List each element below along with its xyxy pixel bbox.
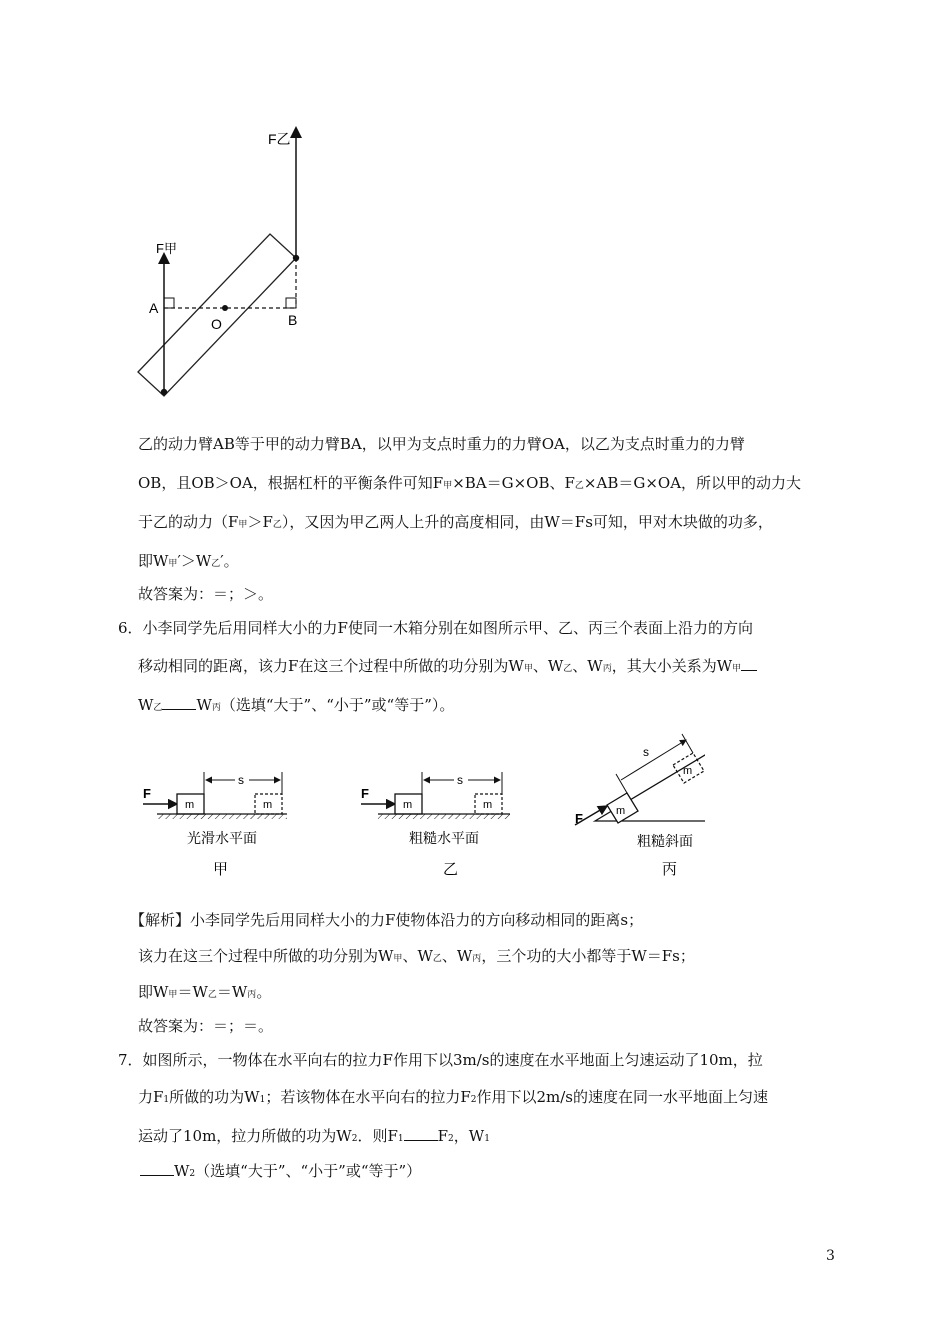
solution5-answer <box>138 584 273 604</box>
question7-line1 <box>118 1050 763 1070</box>
solution6-line3 <box>138 982 271 1005</box>
q7l3c: F <box>437 1127 449 1145</box>
question7-line3 <box>138 1125 490 1149</box>
s6l3-end: 。 <box>256 983 272 1001</box>
q6l3c: （选填“大于”、“小于”或“等于”）。 <box>220 696 455 714</box>
s5l4s1: 甲 <box>168 559 178 569</box>
q6-sep1: 、W <box>532 657 564 675</box>
q7l2d: 作用下以2m/s的速度在同一水平地面上匀速 <box>476 1088 768 1106</box>
s5l2s2: 乙 <box>574 481 584 491</box>
panel-jia <box>143 772 287 878</box>
right-angle-a <box>164 298 174 308</box>
s6-sub-bing: 丙 <box>472 954 482 964</box>
s5l4a: 即W <box>138 552 169 570</box>
s6-sub-yi: 乙 <box>432 954 442 964</box>
lever-figure <box>130 120 330 405</box>
answer-blank-1[interactable] <box>741 655 757 671</box>
distance-arrow-bing <box>621 740 686 780</box>
label-o: O <box>211 316 222 332</box>
s6l3-eq1: ＝W <box>177 983 208 1001</box>
s6-sub-jia: 甲 <box>393 954 403 964</box>
q7-sub1b: 1 <box>259 1095 266 1105</box>
q7-sub2: 2 <box>470 1095 477 1105</box>
q6-sub-bing-2: 丙 <box>211 703 221 713</box>
s6l3-sub-bing: 丙 <box>247 990 257 1000</box>
answer-blank-3[interactable] <box>404 1125 438 1141</box>
point-bottom <box>161 389 167 395</box>
point-top <box>293 255 299 261</box>
box-end-label-yi: m <box>483 799 493 811</box>
question7-line4 <box>140 1160 421 1184</box>
q7l3b: ．则F <box>357 1127 398 1145</box>
caption-jia: 甲 <box>213 861 229 878</box>
s5l4s2: 乙 <box>211 559 221 569</box>
s5l4c: ′。 <box>220 552 239 570</box>
solution5-line3 <box>138 512 773 535</box>
label-b: B <box>288 312 298 328</box>
q7l2a: 力F <box>138 1088 164 1106</box>
s6-answer-text: 故答案为：＝；＝。 <box>138 1017 274 1035</box>
q6l3a: W <box>138 696 154 714</box>
q7l3-sub1b: 1 <box>484 1134 490 1144</box>
question6-line3 <box>138 694 454 718</box>
q7-sub1: 1 <box>163 1095 170 1105</box>
s5l3c: ），又因为甲乙两人上升的高度相同，由W＝Fs可知，甲对木块做的功多， <box>281 513 773 531</box>
label-f-yi: F乙 <box>268 131 291 147</box>
distance-label-bing: s <box>643 745 649 759</box>
distance-label-jia: s <box>238 773 244 787</box>
q7l3-sub2: 2 <box>351 1134 358 1144</box>
q7l3-sub1: 1 <box>397 1134 404 1144</box>
q7l2b: 所做的功为W <box>169 1088 260 1106</box>
box-end-label-bing: m <box>683 765 693 777</box>
s6l3a: 即W <box>138 983 169 1001</box>
q6-sub-jia: 甲 <box>523 664 533 674</box>
answer-blank-2[interactable] <box>162 694 196 710</box>
q6-sub-bing: 丙 <box>602 664 612 674</box>
box-label-jia: m <box>185 799 195 811</box>
s6l2a: 该力在这三个过程中所做的功分别为W <box>138 947 394 965</box>
force-label-bing: F <box>575 811 583 826</box>
box-label-bing: m <box>616 805 626 817</box>
solution5-line4 <box>138 551 239 574</box>
tick-right-bing <box>682 734 693 753</box>
question6-line1 <box>118 618 753 638</box>
q6-sub-jia-2: 甲 <box>732 664 742 674</box>
q7l4b: （选填“大于”、“小于”或“等于”） <box>195 1162 422 1180</box>
q7l3a: 运动了10m，拉力所做的功为W <box>138 1127 352 1145</box>
surface-label-jia: 光滑水平面 <box>187 830 257 846</box>
s5l3a: 于乙的动力（F <box>138 513 239 531</box>
q7l3-sub2b: 2 <box>448 1134 454 1144</box>
ground-hatch-yi <box>378 814 510 819</box>
lever-rod <box>138 234 296 396</box>
point-o <box>222 305 228 311</box>
solution6-answer <box>138 1016 273 1036</box>
s5l4b: ′＞W <box>177 552 212 570</box>
box-label-yi: m <box>403 799 413 811</box>
panel-bing <box>575 734 705 878</box>
label-a: A <box>149 300 159 316</box>
q6-sub-yi: 乙 <box>563 664 573 674</box>
s6-sep2: 、W <box>441 947 473 965</box>
q6l3b: W <box>196 696 212 714</box>
s6l2b: ，三个功的大小都等于W＝Fs； <box>481 947 695 965</box>
force-label-jia: F <box>143 786 151 801</box>
page-number: 3 <box>826 1248 835 1264</box>
s5l2b: ×BA＝G×OB、F <box>452 474 575 492</box>
surfaces-figure <box>135 722 705 882</box>
surface-label-bing: 粗糙斜面 <box>637 833 693 849</box>
caption-yi: 乙 <box>443 861 459 878</box>
q7l4a: W <box>174 1162 190 1180</box>
solution5-line2 <box>138 473 801 496</box>
q6l1: 6．小李同学先后用同样大小的力F使同一木箱分别在如图所示甲、乙、丙三个表面上沿力的方向 <box>118 619 753 637</box>
s6l3-eq2: ＝W <box>216 983 248 1001</box>
q7l2c: ；若该物体在水平向右的拉力F <box>265 1088 471 1106</box>
question7-line2 <box>138 1087 768 1110</box>
box-end-label-jia: m <box>263 799 273 811</box>
distance-label-yi: s <box>457 773 463 787</box>
right-angle-b <box>286 298 296 308</box>
q6l2b: ，其大小关系为W <box>611 657 733 675</box>
s6l3-sub-yi: 乙 <box>207 990 217 1000</box>
force-label-yi: F <box>361 786 369 801</box>
s5l2s1: 甲 <box>443 481 453 491</box>
s6l3-sub-jia: 甲 <box>168 990 178 1000</box>
question6-line2 <box>138 655 757 679</box>
q6l2a: 移动相同的距离，该力F在这三个过程中所做的功分别为W <box>138 657 524 675</box>
s5l2c: ×AB＝G×OA，所以甲的动力大 <box>583 474 802 492</box>
s6-sep1: 、W <box>402 947 433 965</box>
label-f-jia: F甲 <box>156 241 177 256</box>
solution6-line1 <box>130 910 643 930</box>
s5l3s2: 乙 <box>272 520 282 530</box>
panel-yi <box>361 772 510 878</box>
solution5-line1-text: 乙的动力臂AB等于甲的动力臂BA，以甲为支点时重力的力臂OA，以乙为支点时重力的力臂 <box>138 435 745 453</box>
surface-label-yi: 粗糙水平面 <box>409 830 479 846</box>
q7l4-sub2: 2 <box>189 1169 196 1179</box>
caption-bing: 丙 <box>662 861 678 878</box>
s5l2a: OB，且OB＞OA，根据杠杆的平衡条件可知F <box>138 474 444 492</box>
s5l3s1: 甲 <box>238 520 248 530</box>
s6l1: 【解析】小李同学先后用同样大小的力F使物体沿力的方向移动相同的距离s； <box>130 911 644 929</box>
q7l1: 7．如图所示，一物体在水平向右的拉力F作用下以3m/s的速度在水平地面上匀速运动了10m，拉 <box>118 1051 763 1069</box>
solution5-line1 <box>138 434 745 454</box>
q6-sub-yi-2: 乙 <box>153 703 163 713</box>
q6-sep2: 、W <box>572 657 603 675</box>
ground-hatch-jia <box>157 814 287 819</box>
answer-blank-4[interactable] <box>140 1160 174 1176</box>
s5l3b: ＞F <box>247 513 273 531</box>
solution6-line2 <box>138 946 695 969</box>
s5-answer-text: 故答案为：＝；＞。 <box>138 585 274 603</box>
q7l3d: ，W <box>453 1127 485 1145</box>
